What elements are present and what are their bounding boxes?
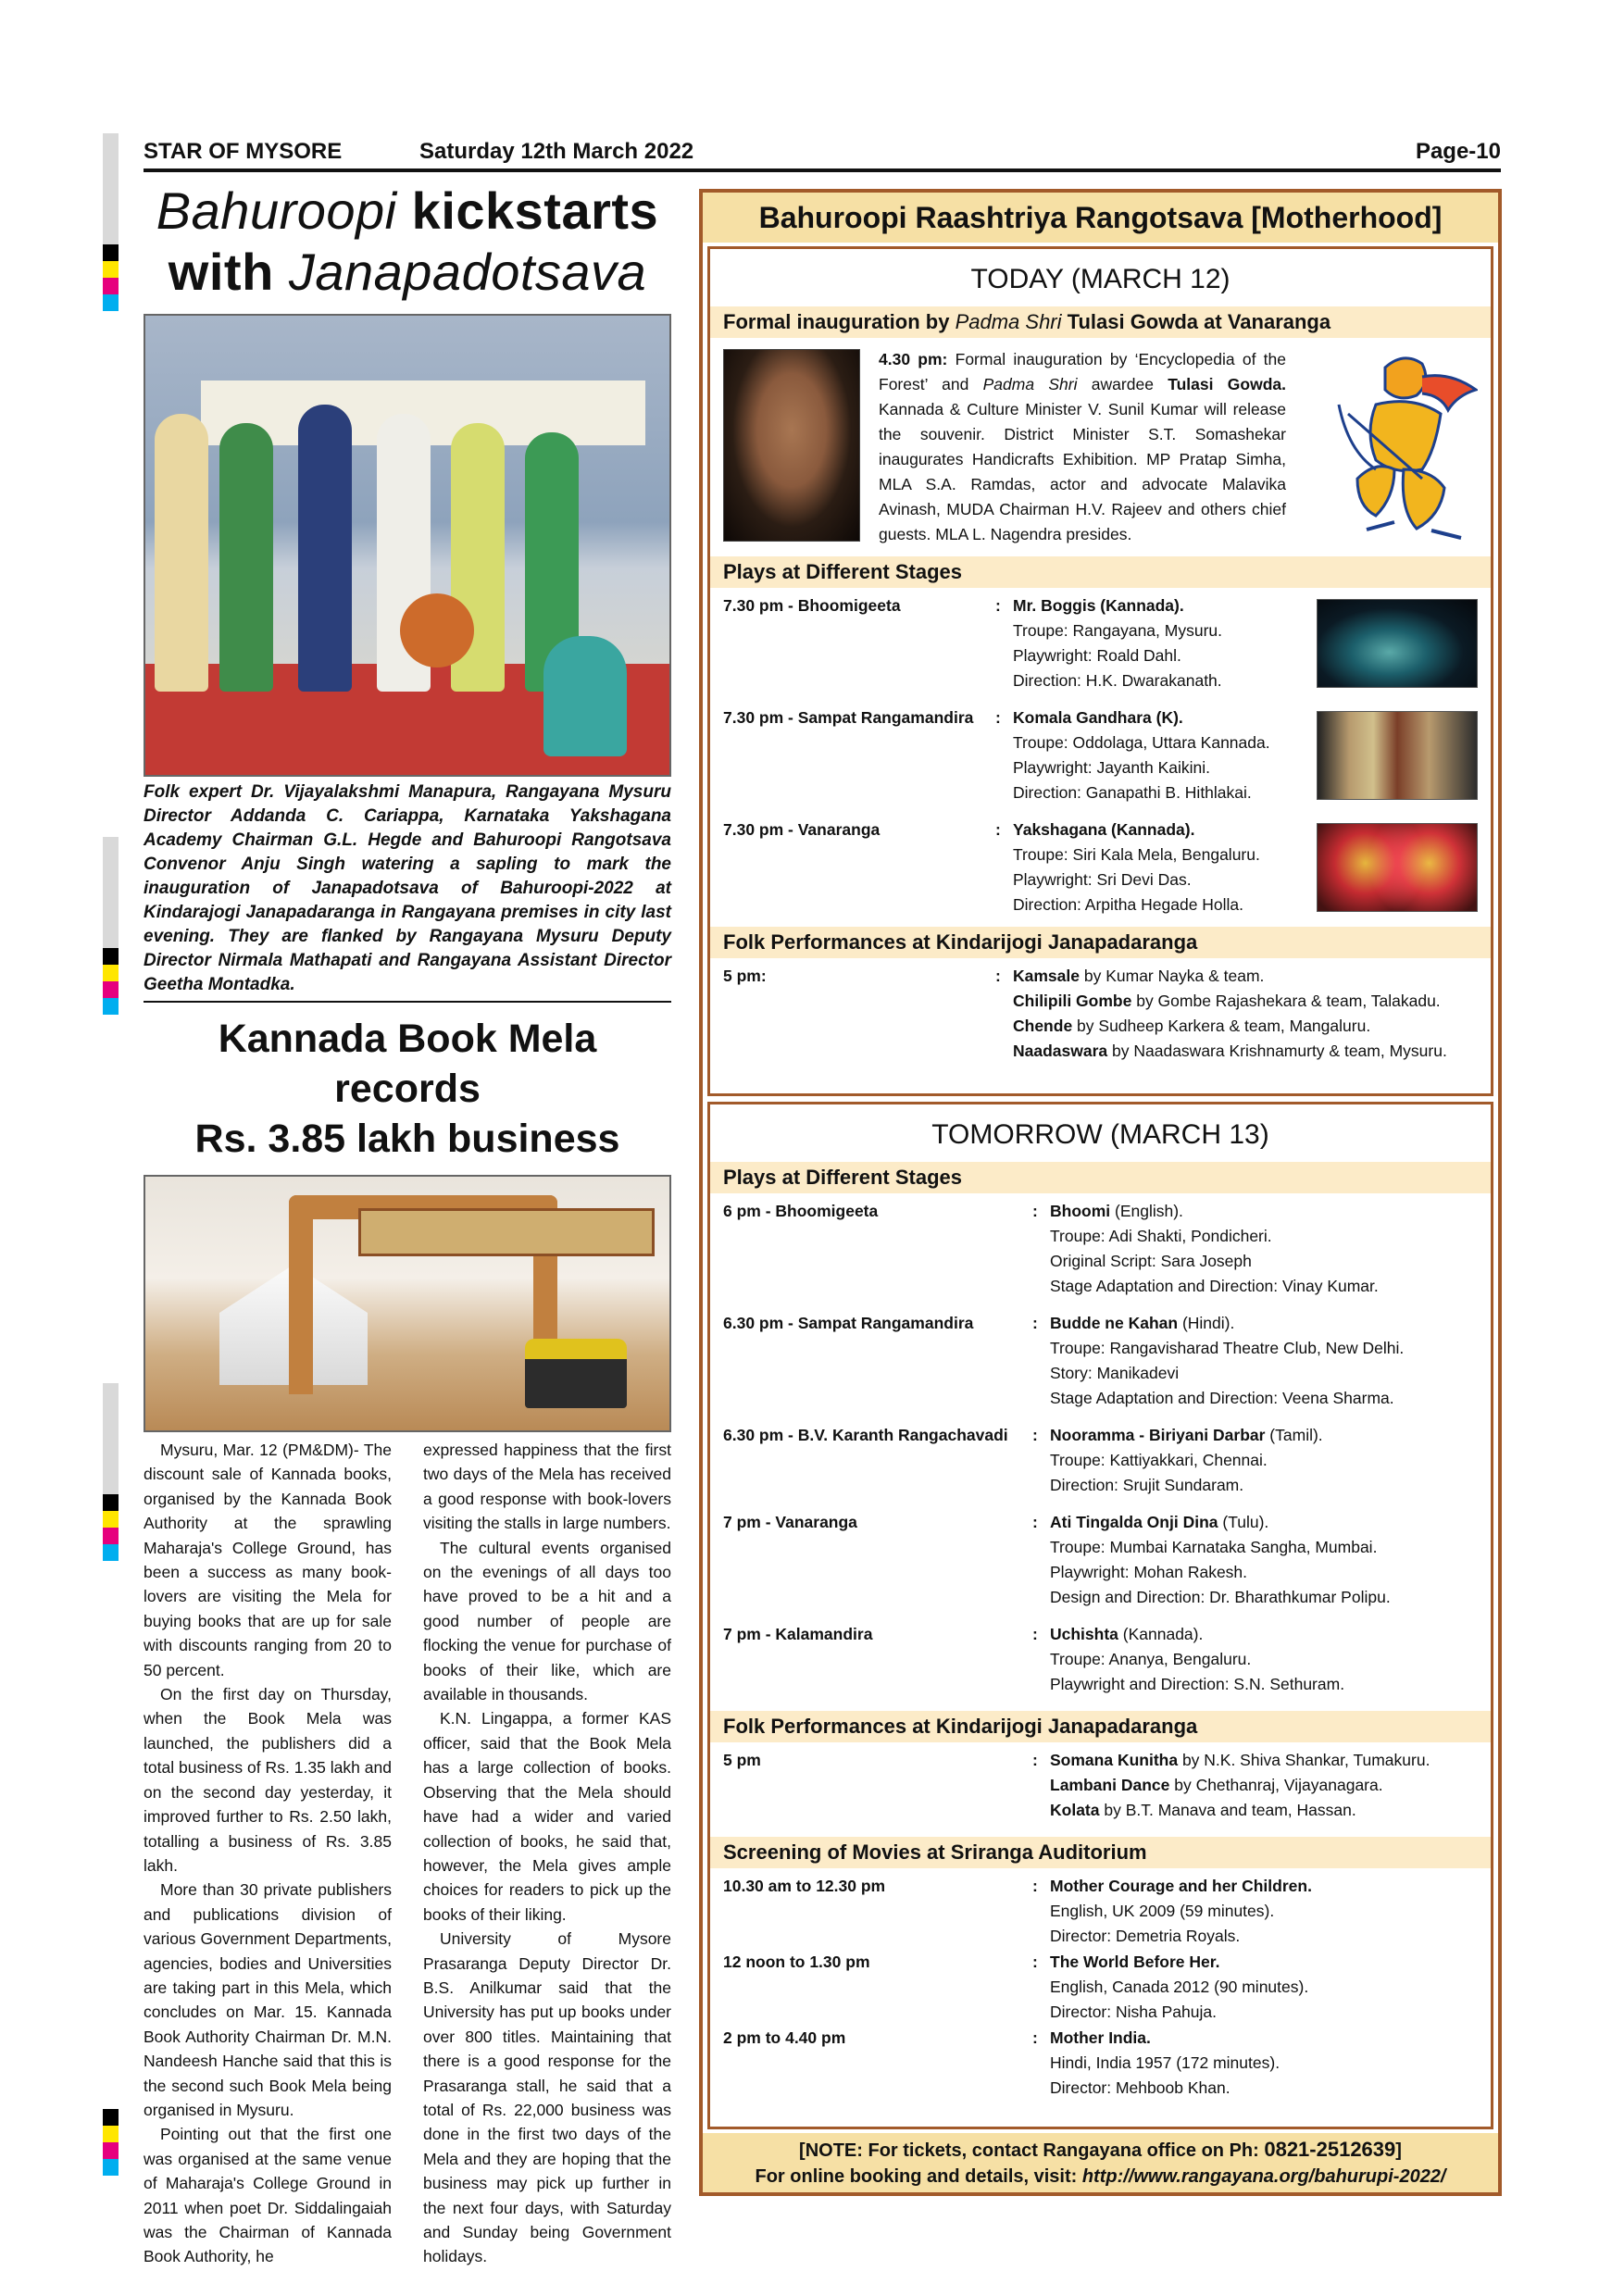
play-title: Budde ne Kahan	[1050, 1314, 1179, 1332]
movies-heading: Screening of Movies at Sriranga Auditorium	[710, 1837, 1491, 1868]
folk-time: 5 pm	[723, 1751, 761, 1769]
movie-line: Director: Nisha Pahuja.	[1050, 2003, 1217, 2021]
play-line: Direction: Arpitha Hegade Holla.	[1013, 895, 1244, 914]
swatch	[103, 2109, 119, 2126]
plays-heading: Plays at Different Stages	[710, 1162, 1491, 1193]
story2-headline	[144, 1014, 671, 1164]
play-time-venue: 7 pm - Kalamandira	[723, 1625, 873, 1643]
inauguration-block	[710, 338, 1491, 556]
play-language: (Hindi).	[1178, 1314, 1235, 1332]
separator: :	[995, 708, 1001, 727]
separator: :	[995, 596, 1001, 615]
play-time-venue: 7.30 pm - Sampat Rangamandira	[723, 708, 974, 727]
performer: by Kumar Nayka & team.	[1080, 967, 1265, 985]
play-row	[710, 817, 1491, 927]
performance-name: Chilipili Gombe	[1013, 992, 1132, 1010]
play-details	[1050, 1622, 1344, 1697]
swatch	[103, 261, 119, 278]
separator: :	[995, 820, 1001, 839]
headline-bold: kickstarts	[411, 181, 659, 240]
time: 4.30 pm:	[879, 350, 948, 368]
heading-text: Formal inauguration by	[723, 310, 956, 333]
separator: :	[1032, 2028, 1038, 2047]
play-line: Stage Adaptation and Direction: Vinay Kumar.	[1050, 1277, 1379, 1295]
paragraph: More than 30 private publishers and publications division of various Government Departments, agencies, bodies and Universities are taking part in this Mela, which concludes on Mar. 15. Kannada Book Authority Chairman Dr. M.N. Nandeesh Hanche said that this is the second such Book Mela being organised in Mysuru.	[144, 1880, 392, 2119]
play-line: Direction: Srujit Sundaram.	[1050, 1476, 1244, 1494]
folk-row	[710, 1748, 1491, 1837]
play-details	[1050, 1199, 1379, 1299]
swatch	[103, 2126, 119, 2142]
performer: by B.T. Manava and team, Hassan.	[1099, 1801, 1356, 1819]
inauguration-text	[879, 347, 1286, 547]
play-line: Direction: Ganapathi B. Hithlakai.	[1013, 783, 1252, 802]
play-title: Bhoomi	[1050, 1202, 1111, 1220]
headline-line: Kannada Book Mela records	[218, 1017, 597, 1111]
plays-heading: Plays at Different Stages	[710, 556, 1491, 588]
separator: :	[1032, 1202, 1038, 1220]
play-title: Mr. Boggis (Kannada).	[1013, 596, 1184, 615]
swatch	[103, 2159, 119, 2176]
paragraph: K.N. Lingappa, a former KAS officer, said that the Book Mela has a large collection of books. Observing that the Mela should have had a wider and varied collection of books, he said that, however, the Mela gives ample choices for readers to pick up the books of their liking.	[423, 1709, 671, 1924]
separator: :	[1032, 1953, 1038, 1971]
text: awardee	[1077, 375, 1168, 393]
book-mela-photo	[144, 1175, 671, 1432]
swatch	[103, 948, 119, 965]
note-line	[703, 2137, 1498, 2164]
play-row	[710, 593, 1491, 705]
folk-row	[710, 964, 1491, 1071]
movie-time: 2 pm to 4.40 pm	[723, 2028, 846, 2047]
separator: :	[1032, 1625, 1038, 1643]
separator: :	[995, 967, 1001, 985]
left-column	[144, 181, 671, 2269]
note-line	[703, 2164, 1498, 2190]
today-panel	[707, 246, 1493, 1096]
movie-title: The World Before Her.	[1050, 1953, 1220, 1971]
play-time-venue: 6 pm - Bhoomigeeta	[723, 1202, 879, 1220]
separator: :	[1032, 1426, 1038, 1444]
play-title: Uchishta	[1050, 1625, 1118, 1643]
performer: by Chethanraj, Vijayanagara.	[1169, 1776, 1383, 1794]
swatch	[103, 244, 119, 261]
text: Formal inauguration by ‘Encyclopedia of the Forest’ and	[879, 350, 1287, 393]
inauguration-photo	[144, 314, 671, 777]
play-title: Ati Tingalda Onji Dina	[1050, 1513, 1218, 1531]
separator: :	[1032, 1751, 1038, 1769]
performer: by Gombe Rajashekara & team, Talakadu.	[1131, 992, 1441, 1010]
play-language: (Tamil).	[1265, 1426, 1323, 1444]
paragraph: The cultural events organised on the evenings of all days too have proved to be a hit and a good number of people are flocking the venue for purchase of books of their like, which are available in thousands.	[423, 1538, 671, 1704]
print-registration-bar	[103, 2109, 119, 2176]
booking-url: http://www.rangayana.org/bahurupi-2022/	[1081, 2166, 1446, 2187]
issue-date: Saturday 12th March 2022	[419, 139, 694, 164]
note-text: [NOTE: For tickets, contact Rangayana office on Ph:	[799, 2140, 1265, 2161]
play-language: (Kannada).	[1118, 1625, 1204, 1643]
schedule-box	[699, 189, 1502, 2196]
swatch	[103, 278, 119, 294]
play-time-venue: 7 pm - Vanaranga	[723, 1513, 857, 1531]
play-row	[710, 1622, 1491, 1711]
play-line: Troupe: Oddolaga, Uttara Kannada.	[1013, 733, 1270, 752]
movie-title: Mother Courage and her Children.	[1050, 1877, 1312, 1895]
play-title: Komala Gandhara (K).	[1013, 708, 1183, 727]
inauguration-heading	[710, 306, 1491, 338]
play-language: (English).	[1110, 1202, 1183, 1220]
movies-list	[710, 1868, 1491, 2102]
folk-dancer-illustration	[1320, 349, 1478, 549]
play-details	[1050, 1423, 1323, 1498]
movie-details	[1050, 1874, 1312, 1949]
movie-line: English, UK 2009 (59 minutes).	[1050, 1902, 1275, 1920]
movie-line: Hindi, India 1957 (172 minutes).	[1050, 2053, 1280, 2072]
swatch	[103, 965, 119, 981]
swatch	[103, 294, 119, 311]
movie-row	[710, 2026, 1491, 2102]
swatch	[103, 1511, 119, 1528]
play-title: Yakshagana (Kannada).	[1013, 820, 1195, 839]
print-registration-bar	[103, 133, 119, 311]
performer: by Sudheep Karkera & team, Mangaluru.	[1072, 1017, 1371, 1035]
folk-details	[1013, 964, 1447, 1064]
tomorrow-plays-list	[710, 1193, 1491, 1711]
performance-name: Kolata	[1050, 1801, 1100, 1819]
movie-row	[710, 1950, 1491, 2026]
play-row	[710, 1423, 1491, 1510]
swatch	[103, 2142, 119, 2159]
play-photo	[1317, 823, 1478, 912]
paragraph: Pointing out that the first one was organised at the same venue of Maharaja's College Ground in 2011 when poet Dr. Siddalingaiah was the Chairman of Kannada Book Authority, he	[144, 2125, 392, 2266]
folk-heading: Folk Performances at Kindarijogi Janapadaranga	[710, 1711, 1491, 1742]
headline-italic: Janapadotsava	[288, 243, 647, 301]
article-column	[144, 1438, 392, 2269]
separator: :	[1032, 1314, 1038, 1332]
movie-time: 12 noon to 1.30 pm	[723, 1953, 870, 1971]
page-header	[144, 135, 1501, 172]
play-photo	[1317, 599, 1478, 688]
play-line: Direction: H.K. Dwarakanath.	[1013, 671, 1222, 690]
play-line: Troupe: Adi Shakti, Pondicheri.	[1050, 1227, 1272, 1245]
headline-line: Rs. 3.85 lakh business	[194, 1117, 620, 1161]
today-heading: TODAY (MARCH 12)	[970, 264, 1230, 294]
performance-name: Chende	[1013, 1017, 1073, 1035]
play-line: Original Script: Sara Joseph	[1050, 1252, 1252, 1270]
separator: :	[1032, 1877, 1038, 1895]
play-line: Playwright: Sri Devi Das.	[1013, 870, 1192, 889]
phone-number: 0821-2512639	[1264, 2138, 1396, 2161]
play-line: Design and Direction: Dr. Bharathkumar Polipu.	[1050, 1588, 1391, 1606]
text-italic: Padma Shri	[982, 375, 1078, 393]
play-details	[1013, 817, 1260, 917]
play-line: Troupe: Siri Kala Mela, Bengaluru.	[1013, 845, 1260, 864]
play-details	[1050, 1510, 1391, 1610]
movie-line: Director: Demetria Royals.	[1050, 1927, 1241, 1945]
separator: :	[1032, 1513, 1038, 1531]
swatch	[103, 998, 119, 1015]
play-line: Troupe: Mumbai Karnataka Sangha, Mumbai.	[1050, 1538, 1378, 1556]
play-line: Playwright: Roald Dahl.	[1013, 646, 1181, 665]
publication-name: STAR OF MYSORE	[144, 139, 343, 164]
movie-title: Mother India.	[1050, 2028, 1151, 2047]
play-photo	[1317, 711, 1478, 800]
play-line: Troupe: Rangavisharad Theatre Club, New Delhi.	[1050, 1339, 1405, 1357]
folk-details	[1050, 1748, 1430, 1823]
play-line: Stage Adaptation and Direction: Veena Sharma.	[1050, 1389, 1394, 1407]
play-line: Troupe: Ananya, Bengaluru.	[1050, 1650, 1252, 1668]
performance-name: Naadaswara	[1013, 1042, 1108, 1060]
performance-name: Lambani Dance	[1050, 1776, 1170, 1794]
heading-italic: Padma Shri	[955, 310, 1062, 333]
movie-details	[1050, 1950, 1308, 2025]
play-line: Troupe: Rangayana, Mysuru.	[1013, 621, 1222, 640]
movie-row	[710, 1874, 1491, 1950]
tomorrow-heading: TOMORROW (MARCH 13)	[931, 1119, 1269, 1150]
play-row	[710, 1311, 1491, 1423]
play-details	[1013, 705, 1270, 805]
swatch	[103, 1528, 119, 1544]
play-time-venue: 6.30 pm - B.V. Karanth Rangachavadi	[723, 1426, 1008, 1444]
play-details	[1050, 1311, 1404, 1411]
play-line: Playwright and Direction: S.N. Sethuram.	[1050, 1675, 1345, 1693]
play-line: Playwright: Jayanth Kaikini.	[1013, 758, 1211, 777]
play-line: Story: Manikadevi	[1050, 1364, 1180, 1382]
play-time-venue: 6.30 pm - Sampat Rangamandira	[723, 1314, 974, 1332]
play-row	[710, 1199, 1491, 1311]
folk-heading: Folk Performances at Kindarijogi Janapadaranga	[710, 927, 1491, 958]
movie-line: English, Canada 2012 (90 minutes).	[1050, 1978, 1309, 1996]
swatch	[103, 981, 119, 998]
headline-italic: Bahuroopi	[156, 181, 397, 240]
print-registration-bar	[103, 837, 119, 1015]
performance-name: Somana Kunitha	[1050, 1751, 1179, 1769]
awardee-name: Tulasi Gowda.	[1168, 375, 1286, 393]
headline-bold: with	[168, 243, 274, 301]
movie-line: Director: Mehboob Khan.	[1050, 2078, 1230, 2097]
tulasi-gowda-portrait	[723, 349, 860, 542]
ticket-note	[703, 2133, 1498, 2192]
play-time-venue: 7.30 pm - Bhoomigeeta	[723, 596, 901, 615]
paragraph: University of Mysore Prasaranga Deputy Director Dr. B.S. Anilkumar said that the University has put up books under over 800 titles. Maintaining that there is a good response for the Prasaranga stall, he said that a total of Rs. 22,000 business was done in the first two days of the Mela and they are hoping that the business may pick up further in the next four days, with Saturday and Sunday being Government holidays.	[423, 1929, 671, 2266]
play-language: (Tulu).	[1218, 1513, 1269, 1531]
performer: by N.K. Shiva Shankar, Tumakuru.	[1178, 1751, 1430, 1769]
today-plays-list	[710, 588, 1491, 927]
play-line: Troupe: Kattiyakkari, Chennai.	[1050, 1451, 1268, 1469]
paragraph: expressed happiness that the first two days of the Mela has received a good response with book-lovers visiting the stalls in large numbers.	[423, 1441, 671, 1533]
play-line: Playwright: Mohan Rakesh.	[1050, 1563, 1248, 1581]
schedule-title: Bahuroopi Raashtriya Rangotsava [Motherhood]	[703, 193, 1498, 243]
story2-body	[144, 1438, 671, 2269]
print-registration-bar	[103, 1383, 119, 1561]
swatch	[103, 1544, 119, 1561]
folk-time: 5 pm:	[723, 967, 767, 985]
movie-time: 10.30 am to 12.30 pm	[723, 1877, 886, 1895]
performance-name: Kamsale	[1013, 967, 1080, 985]
note-text: For online booking and details, visit:	[755, 2166, 1082, 2187]
play-time-venue: 7.30 pm - Vanaranga	[723, 820, 881, 839]
play-title: Nooramma - Biriyani Darbar	[1050, 1426, 1266, 1444]
movie-details	[1050, 2026, 1280, 2101]
heading-text: Tulasi Gowda at Vanaranga	[1061, 310, 1331, 333]
play-details	[1013, 593, 1222, 693]
text: Kannada & Culture Minister V. Sunil Kumar will release the souvenir. District Minister S.T. Somashekar inaugurates Handicrafts Exhibition. MP Pratap Simha, MLA S.A. Ramdas, actor and advocate Malavika Avinash, MUDA Chairman H.V. Rajeev and others chief guests. MLA L. Nagendra presides.	[879, 400, 1286, 543]
play-row	[710, 1510, 1491, 1622]
article-column	[423, 1438, 671, 2269]
photo-caption: Folk expert Dr. Vijayalakshmi Manapura, Rangayana Mysuru Director Addanda C. Cariappa, Karnataka Yakshagana Academy Chairman G.L. Hegde and Bahuroopi Rangotsava Convenor Anju Singh watering a sapling to mark the inauguration of Janapadotsava of Bahuroopi-2022 at Kindarajogi Janapadaranga in Rangayana premises in city last evening. They are flanked by Rangayana Mysuru Deputy Director Nirmala Mathapati and Rangayana Assistant Director Geetha Montadka.	[144, 780, 671, 1003]
play-row	[710, 705, 1491, 817]
swatch	[103, 1494, 119, 1511]
story1-headline	[144, 181, 671, 303]
tomorrow-panel	[707, 1102, 1493, 2129]
paragraph: On the first day on Thursday, when the Book Mela was launched, the publishers did a total business of Rs. 1.35 lakh and on the second day yesterday, it improved further to Rs. 2.50 lakh, totalling a business of Rs. 3.85 lakh.	[144, 1685, 392, 1875]
note-text: ]	[1395, 2140, 1402, 2161]
performer: by Naadaswara Krishnamurty & team, Mysuru.	[1107, 1042, 1447, 1060]
page-number: Page-10	[1415, 139, 1501, 164]
paragraph: Mysuru, Mar. 12 (PM&DM)- The discount sale of Kannada books, organised by the Kannada Book Authority at the sprawling Maharaja's College Ground, has been a success as many book-lovers are visiting the Mela for buying books that are up for sale with discounts ranging from 20 to 50 percent.	[144, 1441, 392, 1679]
